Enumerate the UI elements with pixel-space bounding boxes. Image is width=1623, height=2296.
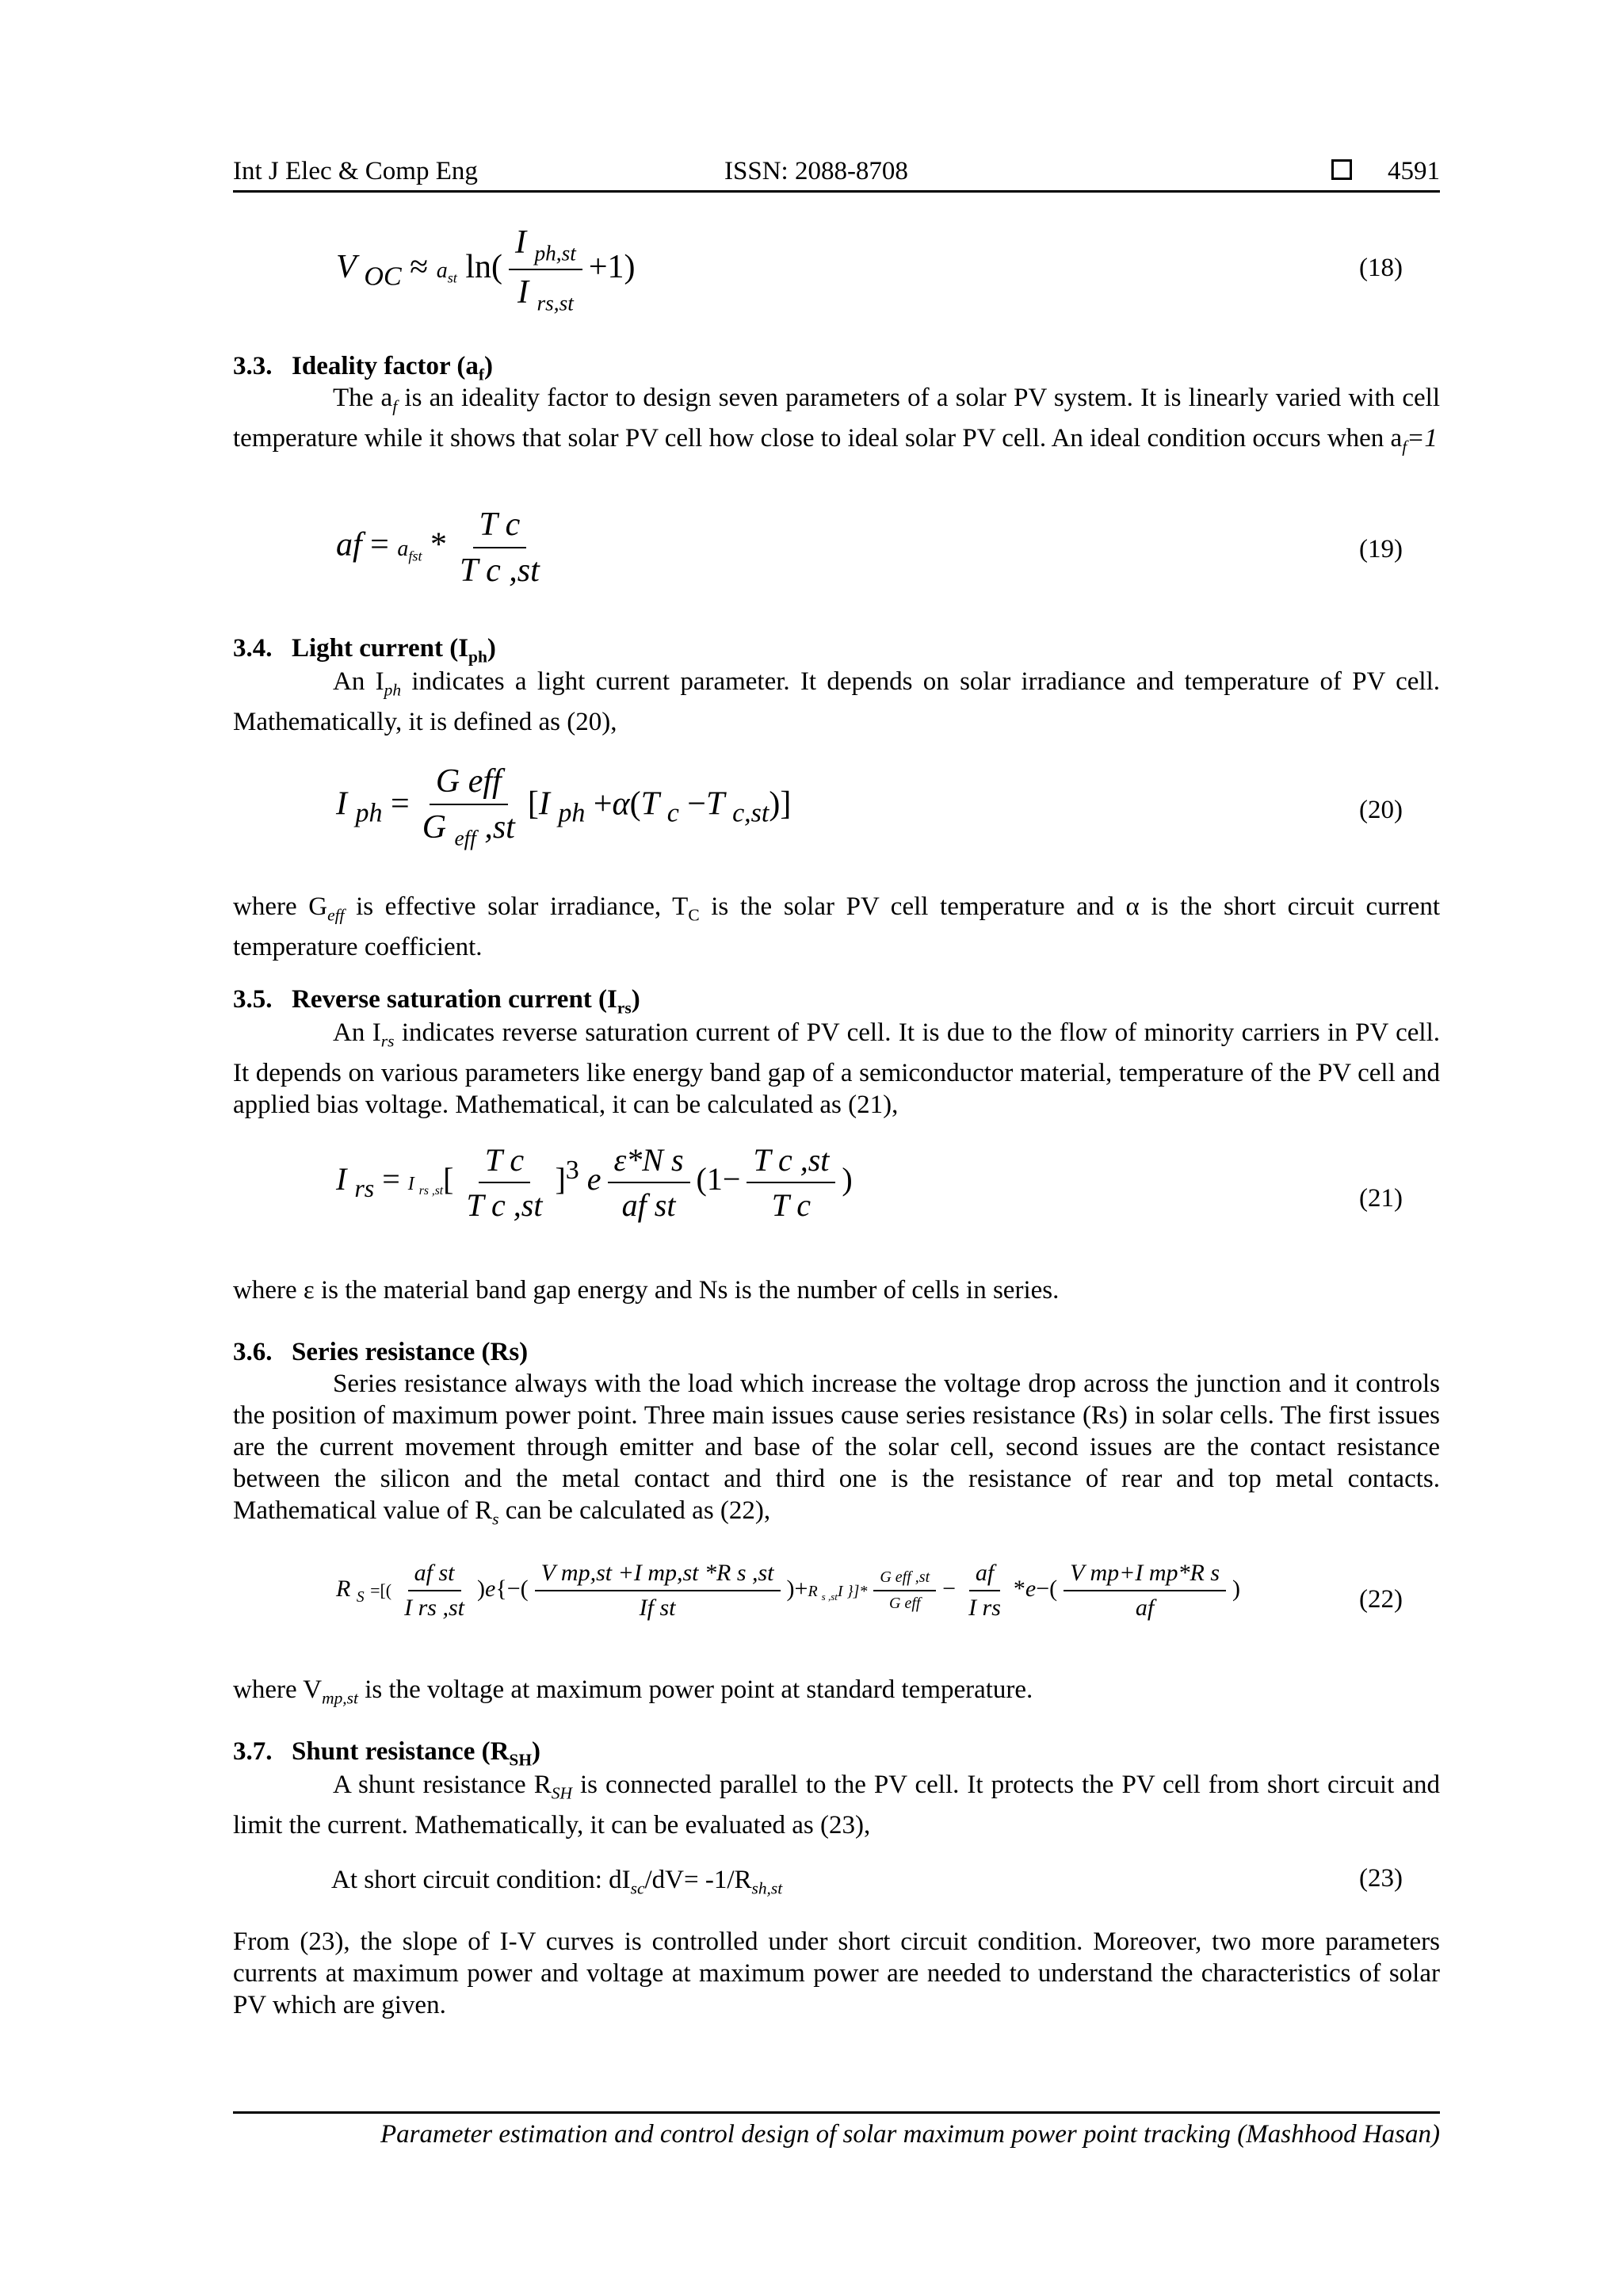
section-3-6-paragraph: Series resistance always with the load which increase the voltage drop across the junction and it controls the position of maximum power point. Three main issues cause series resistance (Rs) in solar cells. The first issues are the current movement through emitter and base of the solar cell, second issues are the contact resistance between the silicon and the metal contact and third one is the resistance of rear and top metal contacts. Mathematical value of $R_s$ can be calculated as (22), — [233, 1370, 1440, 1529]
section-3-3-paragraph: The $a_f$ is an ideality factor to design seven parameters of a solar PV system. It is linearly varied with cell temperature while it shows that solar PV cell how close to ideal solar PV cell. An ideal condition occurs when $a_f=1$ — [233, 384, 1441, 457]
section-3-7-heading: 3.7. Shunt resistance $(R_{SH})$ — [233, 1737, 541, 1770]
section-3-7-after-paragraph: From (23), the slope of I-V curves is controlled under short circuit condition. Moreover, two more parameters currents at maximum power and voltage at maximum power are needed to understand the characteristics of solar PV which are given. — [233, 1927, 1440, 2019]
equation-18: V $_{OC} \approx a_{st}$ ln( $\frac{I _{ph,st}}{I _{rs,st}}$ +1) — [336, 224, 636, 315]
section-3-4-heading: 3.4. Light current $(I_{ph})$ — [233, 634, 496, 667]
section-3-7-paragraph: A shunt resistance $R_{SH}$ is connected parallel to the PV cell. It protects the PV cell from short circuit and limit the current. Mathematically, it can be evaluated as (23), — [233, 1771, 1440, 1839]
page-number: 4591 — [1388, 157, 1440, 185]
section-3-4-paragraph: An $I_{ph}$ indicates a light current parameter. It depends on solar irradiance and temperature of PV cell. Mathematically, it is defined as (20), — [233, 667, 1440, 736]
section-3-5-paragraph: An $I_{rs}$ indicates reverse saturation current of PV cell. It is due to the flow of minority carriers in PV cell. It depends on various parameters like energy band gap of a semiconductor material, temperature of the PV cell and applied bias voltage. Mathematical, it can be calculated as (21), — [233, 1018, 1440, 1119]
running-header — [233, 155, 1440, 193]
equation-18-number: (18) — [1359, 254, 1403, 282]
equation-19: af = $a_{fst}$ * $\frac{\text{T c}}{\text{T c ,st}}$ — [336, 506, 540, 589]
equation-20: I $_{ph}$ = $\frac{\text{G eff}}{G _{eff} ,st}$ [I $_{ph}$ +α(T $_c$ −T $_{c,st}$)] — [336, 763, 792, 850]
equation-23-number: (23) — [1359, 1864, 1403, 1893]
section-3-6-heading: 3.6. Series resistance (Rs) — [233, 1338, 529, 1366]
equation-22-number: (22) — [1359, 1585, 1403, 1614]
section-3-4-after-paragraph: where $G_{eff}$ is effective solar irradiance, $T_C$ is the solar PV cell temperature and α is the short circuit current temperature coefficient. — [233, 892, 1440, 961]
equation-23: At short circuit condition: $dI_{sc}/dV= -1/R_{sh,st}$ — [331, 1866, 783, 1898]
equation-19-number: (19) — [1359, 535, 1403, 563]
equation-22: R $_S$ =[( $\frac{\text{af st}}{\text{I rs ,st}}$ )e{−( $\frac{\text{V mp,st +I mp,st *R s ,st}}{\text{If st}}$ )+R $_{s ,st}$I }]* $\frac{\text{G eff ,st}}{\text{G eff}}$ − $\frac{af}{\text{I rs}}$ *e−( $\frac{\text{V mp+I mp*R s}}{af}$ ) — [336, 1560, 1241, 1621]
section-3-5-after-paragraph: where ε is the material band gap energy and Ns is the number of cells in series. — [233, 1276, 1060, 1305]
equation-21-number: (21) — [1359, 1184, 1403, 1213]
box-icon — [1331, 159, 1352, 180]
journal-name: Int J Elec & Comp Eng — [233, 157, 478, 185]
section-3-5-heading: 3.5. Reverse saturation current $(I_{rs})$ — [233, 985, 640, 1018]
equation-21: I $_{rs}$ = I $_{rs ,st}$[ $\frac{\text{T c}}{\text{T c ,st}}$ ]$^3$ e $\frac{\text{ε*N s}}{\text{af st}}$ (1− $\frac{\text{T c ,st}}{\text{T c}}$ ) — [336, 1142, 853, 1223]
page-number-group — [1331, 155, 1440, 187]
equation-20-number: (20) — [1359, 796, 1403, 824]
running-footer: Parameter estimation and control design of solar maximum power point tracking (Mashhood Hasan) — [233, 2111, 1440, 2149]
issn: ISSN: 2088-8708 — [724, 157, 908, 185]
section-3-3-heading: 3.3. Ideality factor $(a_f)$ — [233, 352, 493, 384]
section-3-6-after-paragraph: where $V_{mp,st}$ is the voltage at maximum power point at standard temperature. — [233, 1675, 1033, 1708]
